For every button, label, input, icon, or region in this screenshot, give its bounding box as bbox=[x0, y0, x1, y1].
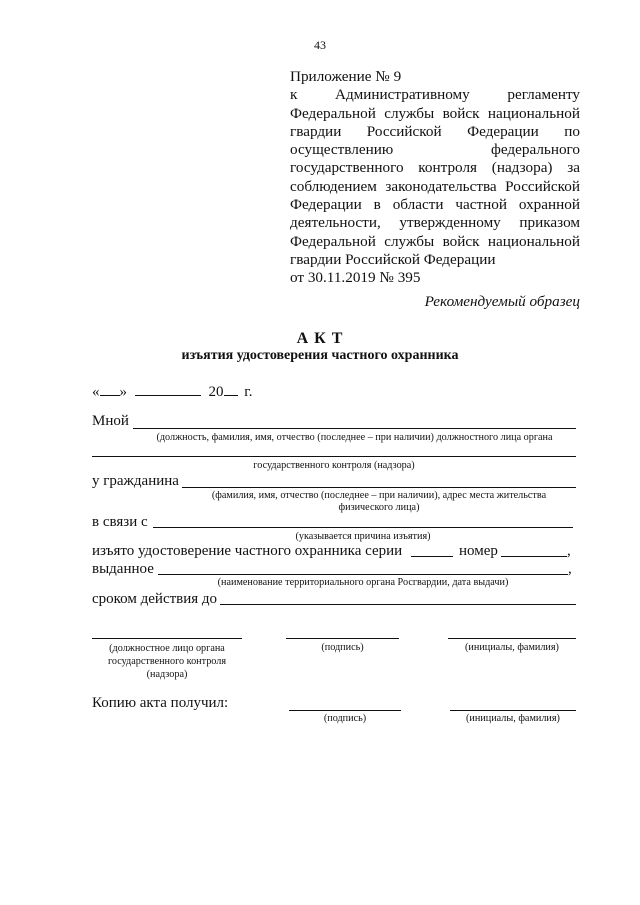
signature-caption: (подпись) bbox=[321, 642, 364, 653]
appendix-order-ref: от 30.11.2019 № 395 bbox=[290, 269, 421, 287]
number-label: номер bbox=[459, 543, 498, 559]
by-me-caption: (должность, фамилия, имя, отчество (последнее – при наличии) должностного лица органа bbox=[156, 432, 553, 443]
citizen-caption-2: физического лица) bbox=[338, 502, 420, 513]
date-year-suffix: г. bbox=[244, 384, 253, 400]
appendix-line: государственного контроля (надзора) за bbox=[290, 159, 580, 177]
reason-caption: (указывается причина изъятия) bbox=[295, 531, 431, 542]
citizen-caption: (фамилия, имя, отчество (последнее – при наличии), адрес места жительства bbox=[211, 490, 547, 501]
citizen-field[interactable] bbox=[182, 487, 576, 488]
official-line[interactable] bbox=[92, 638, 242, 639]
by-me-field-continued[interactable] bbox=[92, 456, 576, 457]
appendix-line: гвардии Российской Федерации bbox=[290, 250, 496, 268]
date-day-blank[interactable] bbox=[100, 381, 120, 396]
by-me-label: Мной bbox=[92, 413, 129, 429]
date-year-blank[interactable] bbox=[224, 381, 238, 396]
series-field[interactable] bbox=[411, 556, 453, 557]
copy-received-label: Копию акта получил: bbox=[92, 695, 229, 711]
by-me-field[interactable] bbox=[133, 428, 576, 429]
issued-caption: (наименование территориального органа Росгвардии, дата выдачи) bbox=[217, 577, 509, 588]
appendix-line: деятельности, утвержденному приказом bbox=[290, 214, 580, 232]
date-line bbox=[92, 381, 252, 401]
appendix-line: соблюдением законодательства Российской bbox=[290, 177, 580, 195]
reason-label: в связи с bbox=[92, 514, 148, 530]
appendix-line: гвардии Российской Федерации по bbox=[290, 122, 580, 140]
comma: , bbox=[567, 543, 571, 559]
appendix-line: к Административному регламенту bbox=[290, 86, 580, 104]
signature-caption-2: (подпись) bbox=[323, 713, 367, 724]
initials-caption-2: (инициалы, фамилия) bbox=[466, 713, 560, 724]
appendix-block bbox=[290, 68, 580, 288]
recommended-sample-label: Рекомендуемый образец bbox=[424, 293, 580, 310]
reason-field[interactable] bbox=[153, 527, 573, 528]
initials-line[interactable] bbox=[448, 638, 576, 639]
appendix-line: Федерации в области частной охранной bbox=[290, 196, 580, 214]
initials-line-2[interactable] bbox=[450, 710, 576, 711]
issued-field[interactable] bbox=[158, 574, 568, 575]
initials-caption: (инициалы, фамилия) bbox=[465, 642, 559, 653]
page-number: 43 bbox=[314, 38, 326, 52]
citizen-label: у гражданина bbox=[92, 473, 179, 489]
document-subtitle: изъятия удостоверения частного охранника bbox=[181, 348, 459, 363]
date-month-blank[interactable] bbox=[135, 381, 201, 396]
seized-label: изъято удостоверение частного охранника серии bbox=[92, 543, 403, 559]
issued-label: выданное bbox=[92, 561, 154, 577]
signature-line[interactable] bbox=[286, 638, 399, 639]
number-field[interactable] bbox=[501, 556, 567, 557]
date-open-quote: « bbox=[92, 384, 100, 400]
validity-field[interactable] bbox=[220, 604, 576, 605]
date-year-prefix: 20 bbox=[208, 384, 224, 400]
appendix-line: Федеральной службы войск национальной bbox=[290, 104, 580, 122]
date-close-quote: » bbox=[119, 384, 127, 400]
appendix-line: Федеральной службы войск национальной bbox=[290, 232, 580, 250]
appendix-line: осуществлению федерального bbox=[290, 141, 580, 159]
appendix-title: Приложение № 9 bbox=[290, 68, 402, 85]
by-me-caption-2: государственного контроля (надзора) bbox=[253, 460, 415, 471]
official-caption: (должностное лицо органа государственного контроля (надзора) bbox=[107, 643, 227, 680]
comma: , bbox=[568, 561, 572, 577]
signature-line-2[interactable] bbox=[289, 710, 401, 711]
document-title: А К Т bbox=[296, 330, 344, 347]
validity-label: сроком действия до bbox=[92, 591, 218, 607]
